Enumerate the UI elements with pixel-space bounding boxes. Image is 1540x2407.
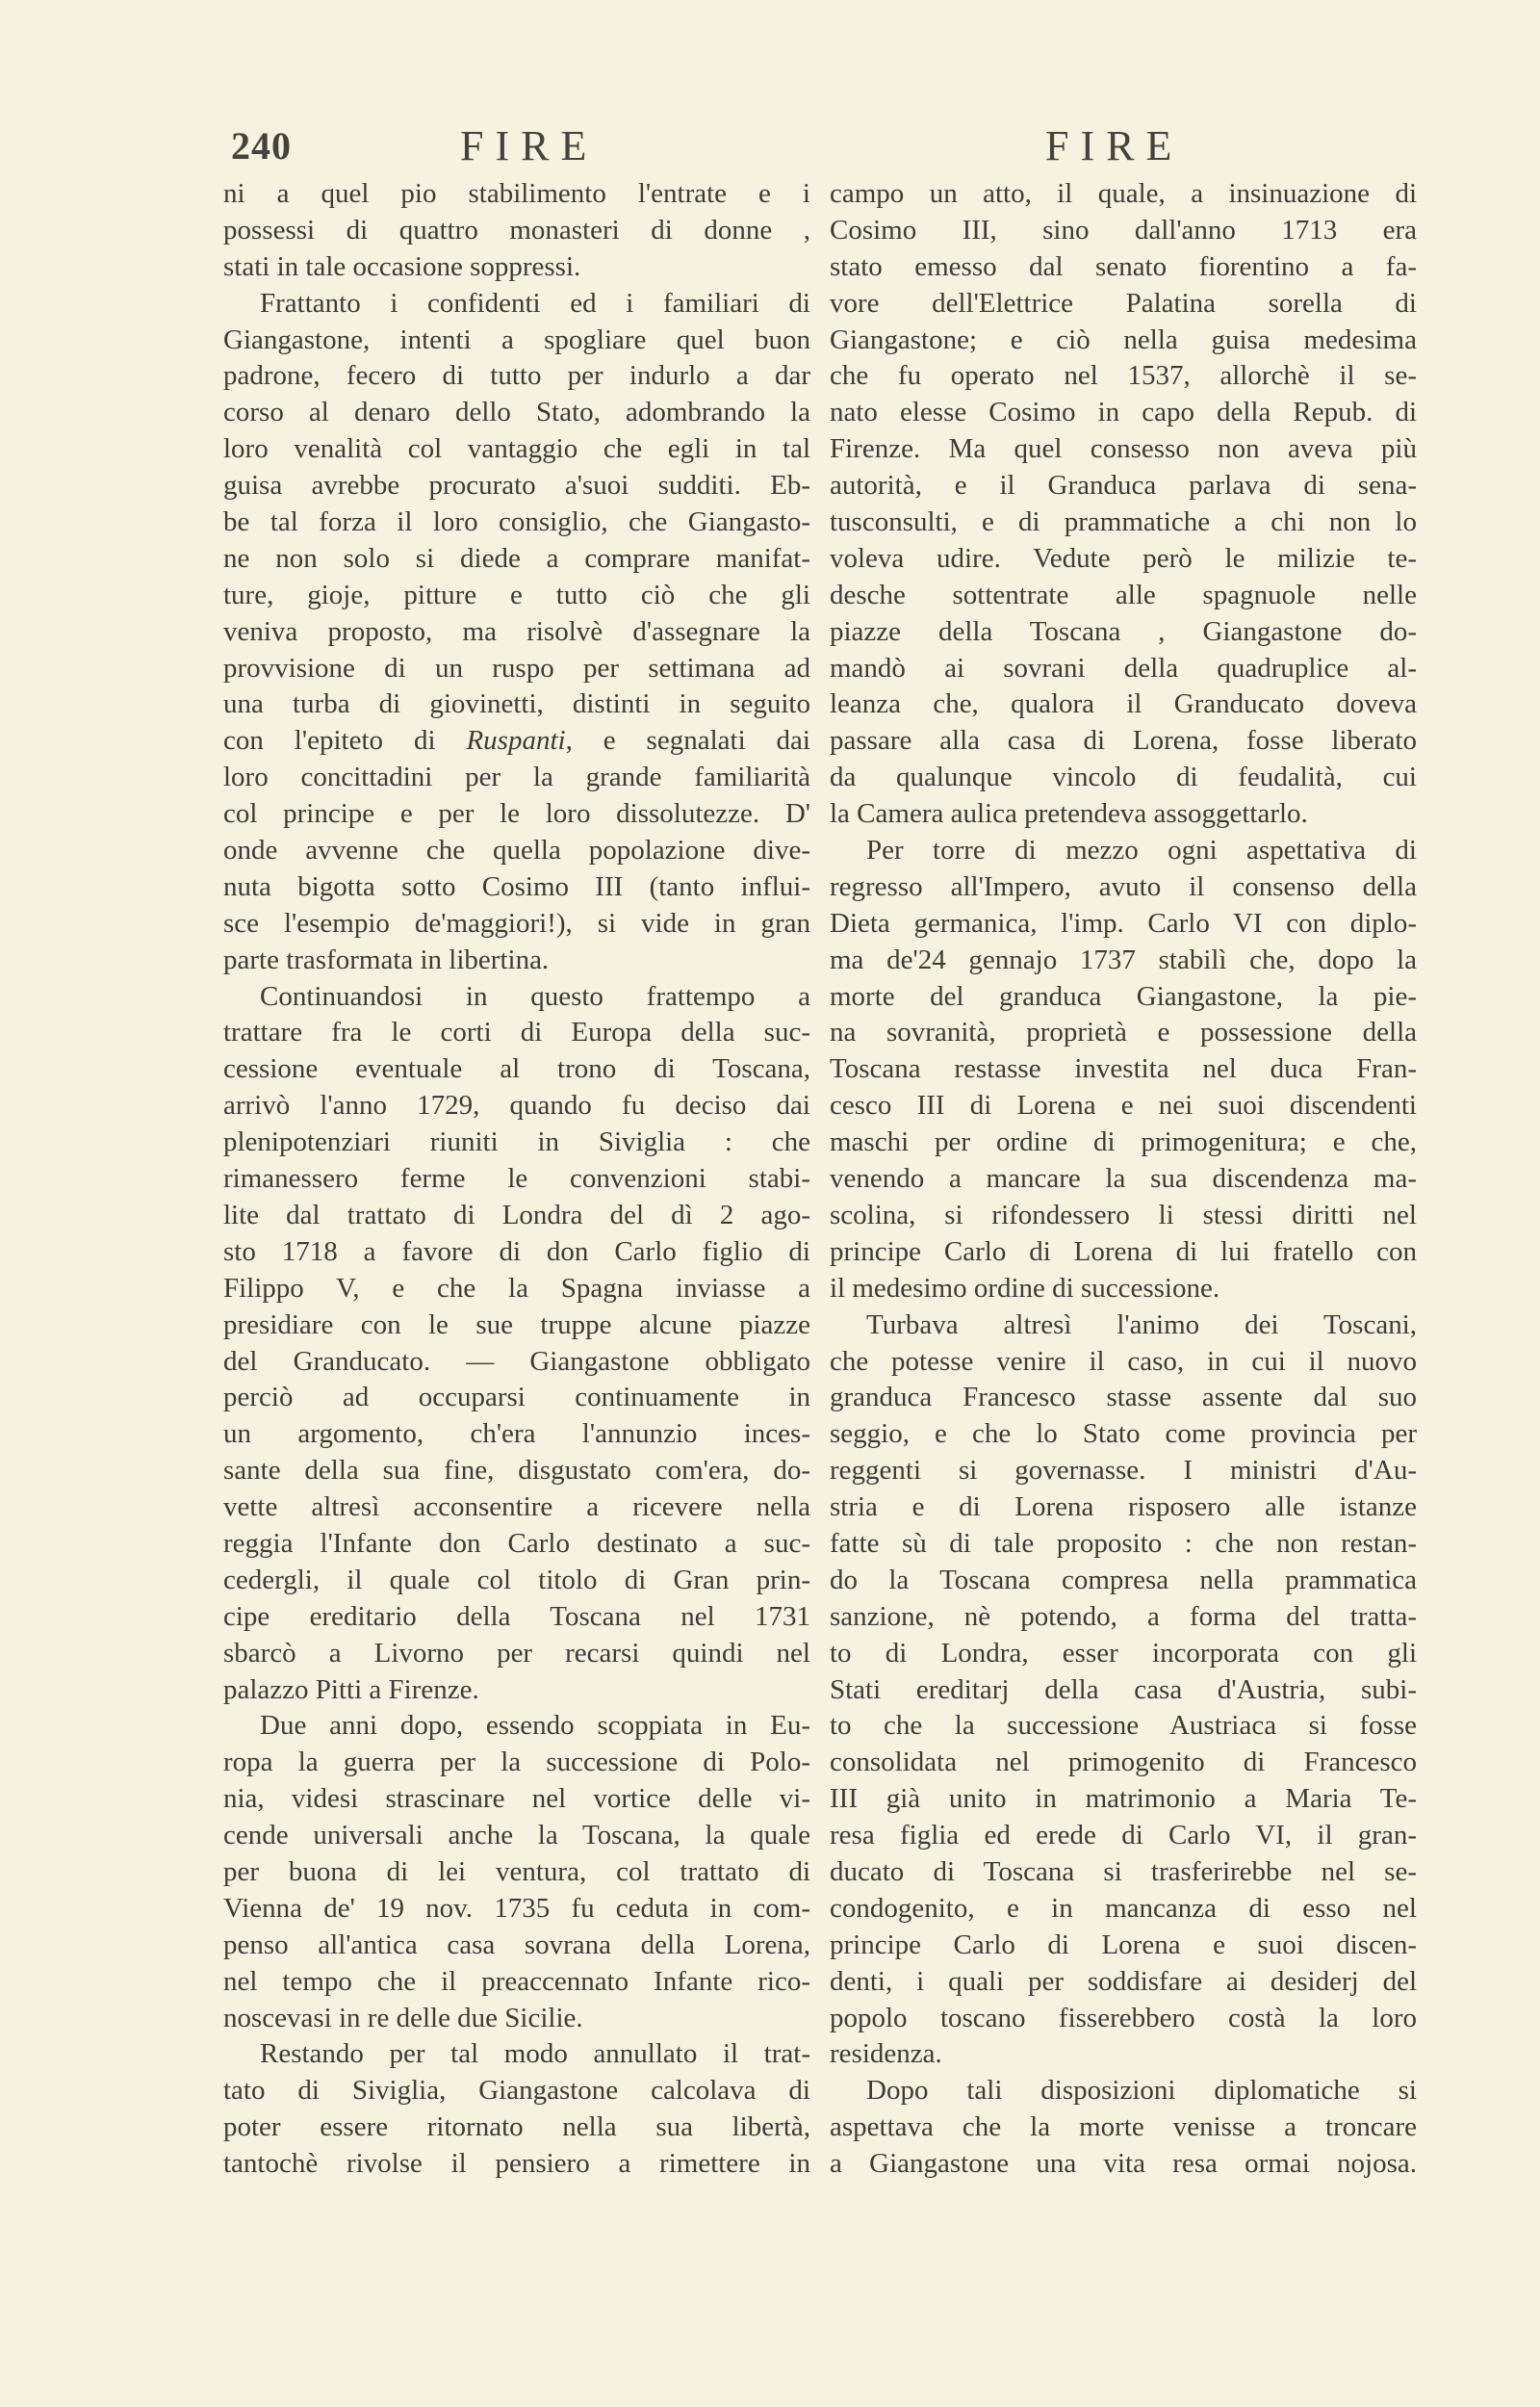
text-line: ne non solo si diede a comprare manifat- bbox=[223, 542, 810, 574]
text-line: ducato di Toscana si trasferirebbe nel se- bbox=[830, 1855, 1417, 1887]
text-line: vette altresì acconsentire a ricevere nella bbox=[223, 1491, 810, 1523]
text-line: corso al denaro dello Stato, adombrando la bbox=[223, 397, 810, 428]
text-line: leanza che, qualora il Granducato doveva bbox=[830, 688, 1417, 720]
text-line: principe Carlo di Lorena di lui fratello con bbox=[830, 1235, 1417, 1267]
text-line: il medesimo ordine di successione. bbox=[830, 1272, 1220, 1304]
text-line: Restando per tal modo annullato il trat- bbox=[260, 2038, 810, 2070]
text-line: residenza. bbox=[830, 2038, 942, 2070]
text-line: lite dal trattato di Londra del dì 2 ago- bbox=[223, 1199, 810, 1230]
text-line: reggia l'Infante don Carlo destinato a suc- bbox=[223, 1527, 810, 1559]
text-line: Filippo V, e che la Spagna inviasse a bbox=[223, 1272, 810, 1304]
text-line: perciò ad occuparsi continuamente in bbox=[223, 1382, 810, 1413]
text-line: che fu operato nel 1537, allorchè il se- bbox=[830, 360, 1417, 392]
text-line: Continuandosi in questo frattempo a bbox=[260, 980, 810, 1012]
text-line: trattare fra le corti di Europa della suc- bbox=[223, 1017, 810, 1048]
text-line: Cosimo III, sino dall'anno 1713 era bbox=[830, 214, 1417, 246]
text-line: poter essere ritornato nella sua libertà, bbox=[223, 2111, 810, 2143]
text-line: Vienna de' 19 nov. 1735 fu ceduta in com- bbox=[223, 1892, 810, 1924]
text-line: Dieta germanica, l'imp. Carlo VI con diplo- bbox=[830, 907, 1417, 939]
text-line: sanzione, nè potendo, a forma del tratta- bbox=[830, 1600, 1417, 1632]
text-line: tato di Siviglia, Giangastone calcolava di bbox=[223, 2075, 810, 2107]
text-line: reggenti si governasse. I ministri d'Au- bbox=[830, 1455, 1417, 1487]
text-column-right bbox=[830, 176, 1417, 2183]
text-line: a Giangastone una vita resa ormai nojosa. bbox=[830, 2148, 1417, 2180]
text-line: ni a quel pio stabilimento l'entrate e i bbox=[223, 178, 810, 209]
text-line: col principe e per le loro dissolutezze. D' bbox=[223, 798, 810, 830]
text-line: cipe ereditario della Toscana nel 1731 bbox=[223, 1600, 810, 1632]
text-line: Stati ereditarj della casa d'Austria, subi- bbox=[830, 1673, 1417, 1705]
text-line: be tal forza il loro consiglio, che Giangasto- bbox=[223, 506, 810, 538]
text-line: cessione eventuale al trono di Toscana, bbox=[223, 1053, 810, 1085]
text-line: maschi per ordine di primogenitura; e che, bbox=[830, 1126, 1417, 1158]
text-line: passare alla casa di Lorena, fosse liberato bbox=[830, 725, 1417, 757]
text-line: Giangastone, intenti a spogliare quel buon bbox=[223, 324, 810, 355]
text-line: to che la successione Austriaca si fosse bbox=[830, 1710, 1417, 1742]
text-line: to di Londra, esser incorporata con gli bbox=[830, 1637, 1417, 1669]
text-line: onde avvenne che quella popolazione dive- bbox=[223, 835, 810, 867]
text-line: una turba di giovinetti, distinti in seguito bbox=[223, 688, 810, 720]
text-line: Firenze. Ma quel consesso non aveva più bbox=[830, 433, 1417, 465]
text-line: cesco III di Lorena e nei suoi discendenti bbox=[830, 1090, 1417, 1122]
text-line: nuta bigotta sotto Cosimo III (tanto influi- bbox=[223, 870, 810, 902]
text-line: rimanessero ferme le convenzioni stabi- bbox=[223, 1163, 810, 1195]
text-line: Due anni dopo, essendo scoppiata in Eu- bbox=[260, 1710, 810, 1742]
text-line: popolo toscano fisserebbero costà la loro bbox=[830, 2002, 1417, 2033]
text-segment: con l'epiteto di bbox=[223, 725, 467, 757]
text-line: nato elesse Cosimo in capo della Repub. di bbox=[830, 397, 1417, 428]
text-line: sbarcò a Livorno per recarsi quindi nel bbox=[223, 1637, 810, 1669]
text-line: resa figlia ed erede di Carlo VI, il gran- bbox=[830, 1820, 1417, 1851]
text-line: do la Toscana compresa nella prammatica bbox=[830, 1564, 1417, 1595]
text-line: granduca Francesco stasse assente dal suo bbox=[830, 1382, 1417, 1413]
text-line: loro concittadini per la grande familiarità bbox=[223, 762, 810, 793]
text-line: ture, gioje, pitture e tutto ciò che gli bbox=[223, 579, 810, 610]
text-line: sto 1718 a favore di don Carlo figlio di bbox=[223, 1235, 810, 1267]
text-line: veniva proposto, ma risolvè d'assegnare la bbox=[223, 615, 810, 647]
text-line: cedergli, il quale col titolo di Gran prin- bbox=[223, 1564, 810, 1595]
text-line: tantochè rivolse il pensiero a rimettere in bbox=[223, 2148, 810, 2180]
page-number: 240 bbox=[231, 124, 292, 168]
text-line: un argomento, ch'era l'annunzio inces- bbox=[223, 1418, 810, 1450]
text-line: Frattanto i confidenti ed i familiari di bbox=[260, 287, 810, 319]
text-line bbox=[223, 723, 810, 760]
text-line: ropa la guerra per la successione di Polo- bbox=[223, 1747, 810, 1778]
text-line: fatte sù di tale proposito : che non restan- bbox=[830, 1527, 1417, 1559]
text-line: campo un atto, il quale, a insinuazione di bbox=[830, 178, 1417, 209]
running-head-left: FIRE bbox=[460, 122, 599, 169]
text-line: nel tempo che il preaccennato Infante rico- bbox=[223, 1965, 810, 1997]
text-line: voleva udire. Vedute però le milizie te- bbox=[830, 542, 1417, 574]
running-head-right: FIRE bbox=[1045, 122, 1184, 169]
text-line: che potesse venire il caso, in cui il nuovo bbox=[830, 1345, 1417, 1377]
text-line: piazze della Toscana , Giangastone do- bbox=[830, 615, 1417, 647]
text-line: parte trasformata in libertina. bbox=[223, 944, 550, 975]
text-line: III già unito in matrimonio a Maria Te- bbox=[830, 1783, 1417, 1815]
text-line: Turbava altresì l'animo dei Toscani, bbox=[866, 1308, 1417, 1340]
text-line: aspettava che la morte venisse a troncare bbox=[830, 2111, 1417, 2143]
text-line: principe Carlo di Lorena e suoi discen- bbox=[830, 1928, 1417, 1960]
text-line: padrone, fecero di tutto per indurlo a dar bbox=[223, 360, 810, 392]
text-line: Toscana restasse investita nel duca Fran- bbox=[830, 1053, 1417, 1085]
italic-term: Ruspanti bbox=[466, 725, 566, 757]
text-line: autorità, e il Granduca parlava di sena- bbox=[830, 470, 1417, 502]
text-line: provvisione di un ruspo per settimana ad bbox=[223, 652, 810, 684]
text-line: cende universali anche la Toscana, la quale bbox=[223, 1820, 810, 1851]
text-line: la Camera aulica pretendeva assoggettarlo. bbox=[830, 798, 1308, 830]
text-line: per buona di lei ventura, col trattato di bbox=[223, 1855, 810, 1887]
text-line: morte del granduca Giangastone, la pie- bbox=[830, 980, 1417, 1012]
text-line: condogenito, e in mancanza di esso nel bbox=[830, 1892, 1417, 1924]
text-line: guisa avrebbe procurato a'suoi sudditi. Eb- bbox=[223, 470, 810, 502]
text-line: stria e di Lorena risposero alle istanze bbox=[830, 1491, 1417, 1523]
text-line: nia, videsi strascinare nel vortice delle vi- bbox=[223, 1783, 810, 1815]
text-line: vore dell'Elettrice Palatina sorella di bbox=[830, 287, 1417, 319]
text-line: seggio, e che lo Stato come provincia per bbox=[830, 1418, 1417, 1450]
text-line: Per torre di mezzo ogni aspettativa di bbox=[866, 835, 1417, 867]
text-line: arrivò l'anno 1729, quando fu deciso dai bbox=[223, 1090, 810, 1122]
text-line: regresso all'Impero, avuto il consenso della bbox=[830, 870, 1417, 902]
text-line: denti, i quali per soddisfare ai desiderj del bbox=[830, 1965, 1417, 1997]
text-line: desche sottentrate alle spagnuole nelle bbox=[830, 579, 1417, 610]
text-line: venendo a mancare la sua discendenza ma- bbox=[830, 1163, 1417, 1195]
text-line: noscevasi in re delle due Sicilie. bbox=[223, 2002, 583, 2033]
text-line: tusconsulti, e di prammatiche a chi non lo bbox=[830, 506, 1417, 538]
text-line: na sovranità, proprietà e possessione della bbox=[830, 1017, 1417, 1048]
text-line: scolina, si rifondessero li stessi diritti nel bbox=[830, 1199, 1417, 1230]
text-line: plenipotenziari riuniti in Siviglia : che bbox=[223, 1126, 810, 1158]
text-line: Dopo tali disposizioni diplomatiche si bbox=[866, 2075, 1417, 2107]
text-line: penso all'antica casa sovrana della Lorena, bbox=[223, 1928, 810, 1960]
text-line: sante della sua fine, disgustato com'era, do- bbox=[223, 1455, 810, 1487]
text-line: stati in tale occasione soppressi. bbox=[223, 250, 581, 282]
text-line: Giangastone; e ciò nella guisa medesima bbox=[830, 324, 1417, 355]
text-line: mandò ai sovrani della quadruplice al- bbox=[830, 652, 1417, 684]
text-line: loro venalità col vantaggio che egli in tal bbox=[223, 433, 810, 465]
text-line: consolidata nel primogenito di Francesco bbox=[830, 1747, 1417, 1778]
text-line: palazzo Pitti a Firenze. bbox=[223, 1673, 479, 1705]
text-line: sce l'esempio de'maggiori!), si vide in gran bbox=[223, 907, 810, 939]
text-segment: , e segnalati dai bbox=[565, 725, 810, 757]
text-line: possessi di quattro monasteri di donne , bbox=[223, 214, 810, 246]
text-line: ma de'24 gennajo 1737 stabilì che, dopo la bbox=[830, 944, 1417, 975]
text-line: del Granducato. — Giangastone obbligato bbox=[223, 1345, 810, 1377]
text-line: da qualunque vincolo di feudalità, cui bbox=[830, 762, 1417, 793]
text-column-left bbox=[223, 176, 810, 2183]
text-line: presidiare con le sue truppe alcune piazze bbox=[223, 1308, 810, 1340]
text-line: stato emesso dal senato fiorentino a fa- bbox=[830, 250, 1417, 282]
